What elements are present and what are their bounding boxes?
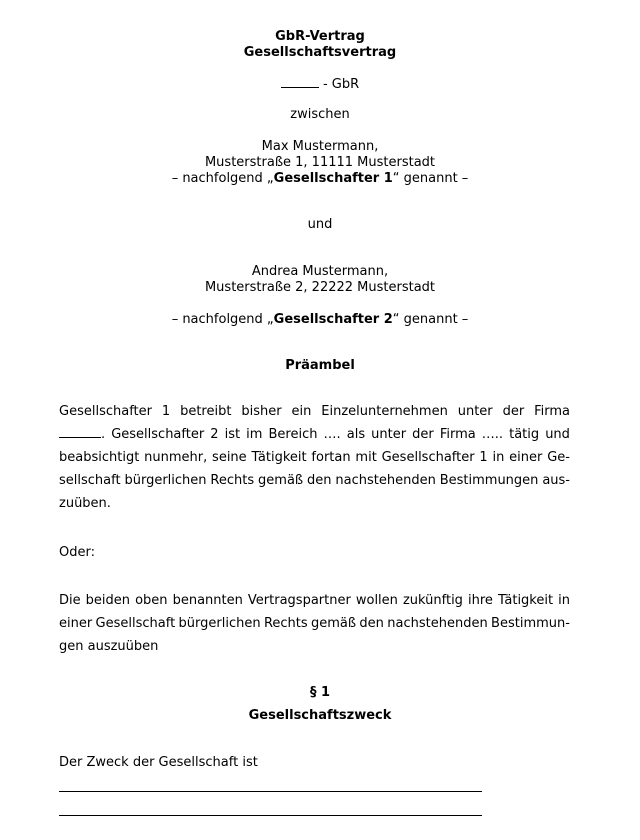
word: gemäß (311, 616, 357, 631)
word: nachstehenden (335, 473, 436, 488)
preamble-line-4 (59, 469, 570, 492)
between-label: zwischen (290, 107, 350, 122)
designation-suffix: “ genannt – (392, 171, 469, 186)
word: beiden (85, 593, 131, 608)
section-1-number: § 1 (309, 685, 331, 700)
document-title: GbR-Vertrag (275, 29, 365, 44)
partner2-name: Andrea Mustermann, (251, 264, 389, 279)
word: Bestimmun- (491, 616, 570, 631)
word: der (502, 404, 525, 419)
alt-line-1 (59, 589, 570, 612)
preamble-heading: Präambel (285, 358, 355, 373)
preamble-line-1 (59, 400, 570, 423)
word: im (246, 427, 263, 442)
purpose-blank-line-2[interactable] (59, 815, 482, 816)
word: sellschaft (59, 473, 121, 488)
word: Ge- (547, 450, 570, 465)
gbr-suffix: - GbR (322, 77, 360, 92)
word: in (492, 450, 505, 465)
word: zukünftig (402, 593, 463, 608)
word: 1 (479, 450, 488, 465)
firm-name-entry (59, 423, 105, 446)
gbr-name-blank[interactable] (281, 76, 319, 88)
word: Gesellschafter (59, 404, 152, 419)
word: benannten (172, 593, 243, 608)
word: unter (371, 427, 407, 442)
blank-period: . (101, 427, 106, 442)
gbr-name-line (0, 76, 640, 93)
word: den (307, 473, 332, 488)
word: Tätigkeit (497, 593, 554, 608)
partner2-designation (0, 312, 640, 328)
and-label: und (307, 217, 333, 232)
word: bürgerlichen (178, 616, 261, 631)
word: Gesellschafter (381, 450, 475, 465)
word: bürgerlichen (124, 473, 207, 488)
word: 2 (210, 427, 219, 442)
partner1-address: Musterstraße 1, 11111 Musterstadt (204, 155, 436, 170)
document-subtitle: Gesellschaftsvertrag (243, 45, 397, 60)
word: Rechts (263, 616, 308, 631)
word: fortan (311, 450, 351, 465)
designation-bold: Gesellschafter 1 (273, 171, 393, 186)
word: bisher (241, 404, 282, 419)
word: einer (509, 450, 543, 465)
word: ihre (467, 593, 493, 608)
word: betreibt (180, 404, 232, 419)
word: …. (323, 427, 341, 442)
word: Firma (534, 404, 570, 419)
partner1-name: Max Mustermann, (261, 139, 379, 154)
preamble-line-3 (59, 446, 570, 469)
word: Firma (439, 427, 476, 442)
section-1-intro: Der Zweck der Gesellschaft ist (59, 755, 258, 770)
word: Vertragspartner (247, 593, 351, 608)
word: nachstehenden (387, 616, 488, 631)
word: unter (457, 404, 493, 419)
word: oben (135, 593, 168, 608)
word: Bereich (268, 427, 318, 442)
word: Gesellschaft (95, 616, 176, 631)
word: Die (59, 593, 81, 608)
alt-line-3: gen auszuüben (59, 639, 159, 654)
word: Bestimmungen (439, 473, 539, 488)
word: der (412, 427, 434, 442)
word: 1 (161, 404, 171, 419)
word: ein (291, 404, 312, 419)
word: einer (59, 616, 93, 631)
word: beabsichtigt (59, 450, 140, 465)
word: als (346, 427, 366, 442)
word: Tätigkeit (251, 450, 307, 465)
preamble-line-5: zuüben. (59, 496, 111, 511)
partner2-address: Musterstraße 2, 22222 Musterstadt (204, 280, 436, 295)
word: aus- (542, 473, 570, 488)
word: tätig (509, 427, 540, 442)
word: nunmehr, (144, 450, 208, 465)
word: Einzelunternehmen (321, 404, 448, 419)
preamble-line-2 (59, 423, 570, 446)
word: ist (224, 427, 241, 442)
word: in (558, 593, 570, 608)
designation-prefix: – nachfolgend „ (171, 312, 274, 327)
designation-bold: Gesellschafter 2 (273, 312, 393, 327)
word: mit (355, 450, 377, 465)
purpose-blank-line-1[interactable] (59, 791, 482, 792)
or-label: Oder: (59, 545, 95, 560)
word: und (545, 427, 570, 442)
section-1-heading: Gesellschaftszweck (248, 708, 392, 723)
word: Rechts (210, 473, 255, 488)
designation-suffix: “ genannt – (392, 312, 469, 327)
word: wollen (355, 593, 398, 608)
word: ….. (481, 427, 504, 442)
word: gemäß (258, 473, 304, 488)
word: seine (212, 450, 247, 465)
word: den (359, 616, 384, 631)
firm-name-blank[interactable] (59, 426, 101, 438)
designation-prefix: – nachfolgend „ (171, 171, 274, 186)
alt-line-2 (59, 612, 570, 635)
word: Gesellschafter (111, 427, 205, 442)
partner1-designation (0, 171, 640, 187)
